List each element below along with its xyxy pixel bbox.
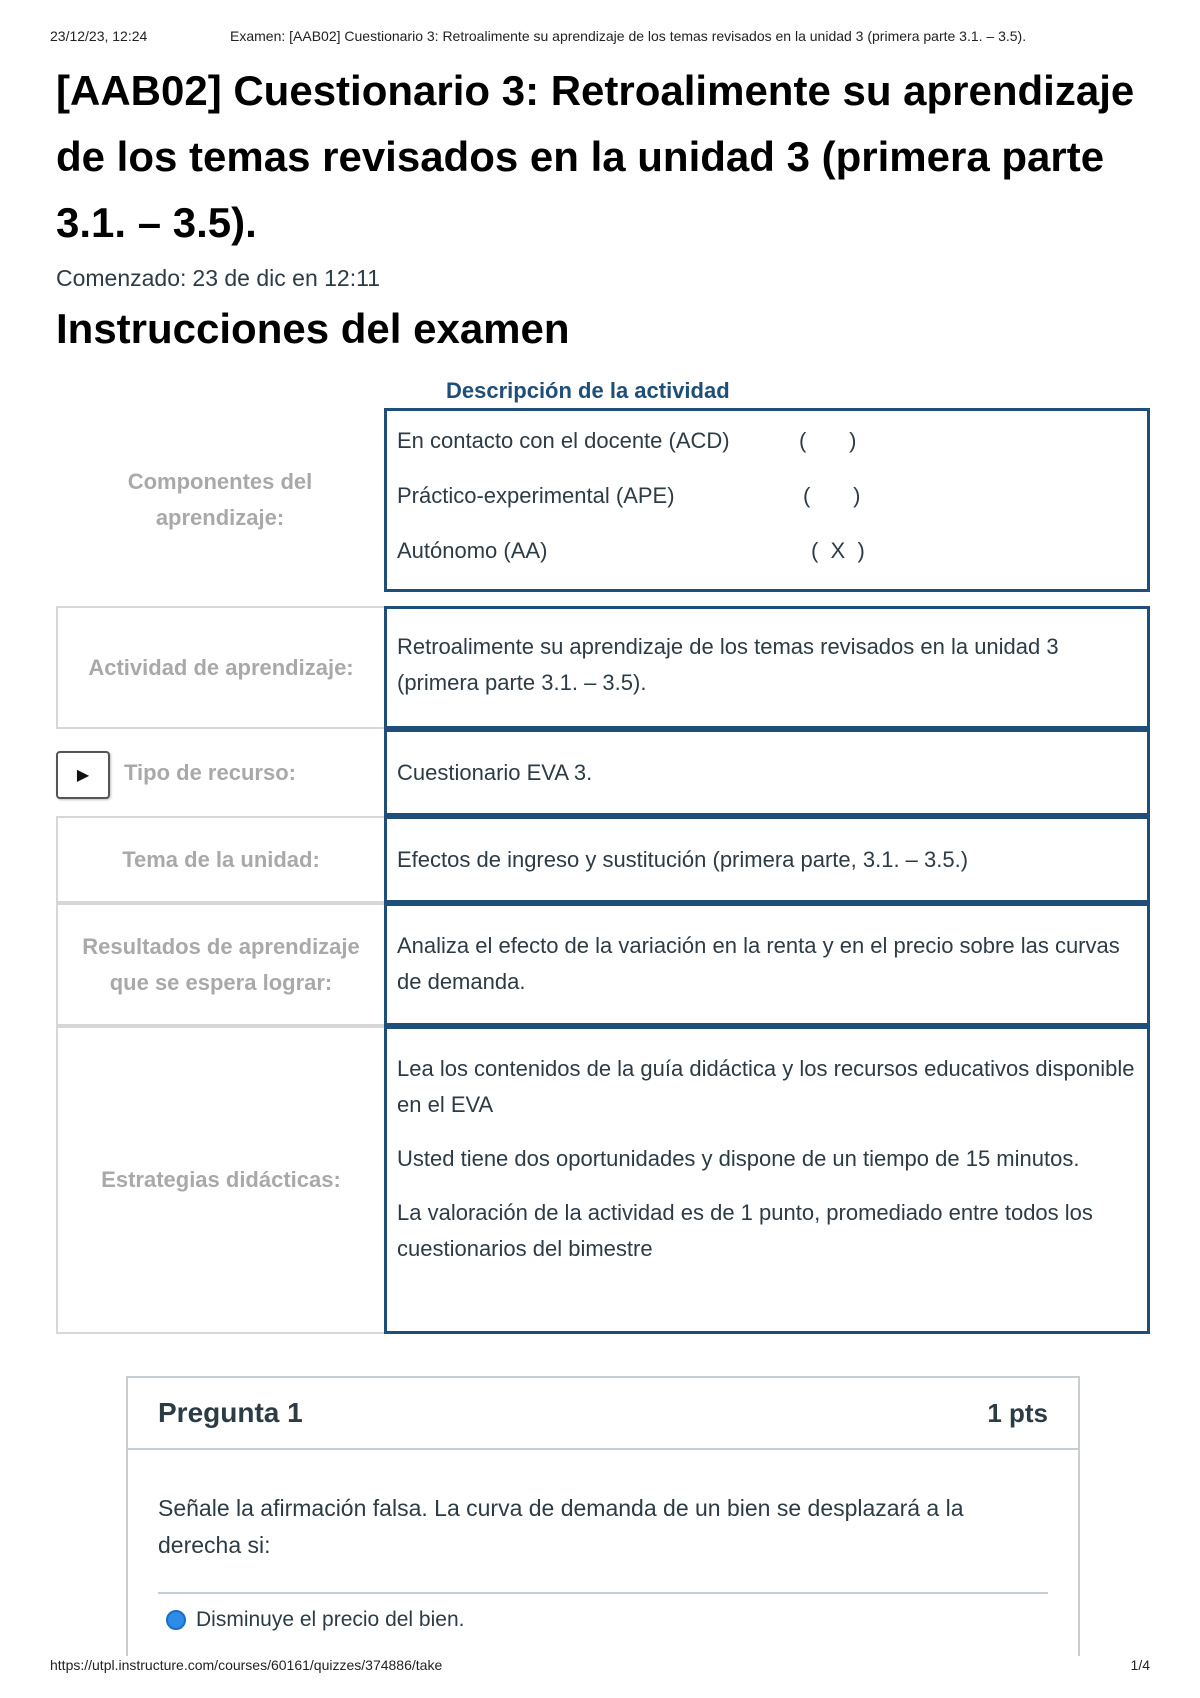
component-mark: ( )	[799, 428, 857, 453]
strategies-label: Estrategias didácticas:	[56, 1026, 384, 1334]
question-title: Pregunta 1	[158, 1397, 303, 1428]
results-value: Analiza el efecto de la variación en la renta y en el precio sobre las curvas de demanda.	[384, 903, 1150, 1026]
component-item	[397, 533, 1137, 569]
topic-label: Tema de la unidad:	[56, 816, 384, 903]
row-activity	[56, 606, 1150, 729]
component-mark: ( X )	[811, 538, 865, 563]
strategy-paragraph: Lea los contenidos de la guía didáctica y los recursos educativos disponible en el EVA	[397, 1056, 1135, 1117]
page-title: [AAB02] Cuestionario 3: Retroalimente su aprendizaje de los temas revisados en la unidad 3 (primera parte 3.1. – 3.5).	[56, 67, 1135, 246]
component-item	[397, 478, 1137, 514]
row-components	[56, 408, 1150, 592]
print-url: https://utpl.instructure.com/courses/60161/quizzes/374886/take	[50, 1657, 443, 1673]
print-page-number: 1/4	[1130, 1657, 1150, 1673]
component-name: Práctico-experimental (APE)	[397, 483, 675, 508]
started-info	[56, 265, 380, 292]
question-points: 1 pts	[987, 1397, 1048, 1428]
resource-value: Cuestionario EVA 3.	[384, 729, 1150, 816]
question-text: Señale la afirmación falsa. La curva de demanda de un bien se desplazará a la derecha si:	[158, 1495, 964, 1558]
table-header: Descripción de la actividad	[446, 378, 730, 403]
activity-label: Actividad de aprendizaje:	[56, 606, 384, 729]
row-strategies	[56, 1026, 1150, 1334]
answer-text: Disminuye el precio del bien.	[196, 1608, 465, 1631]
question-card	[126, 1376, 1080, 1656]
row-resource	[56, 729, 1150, 816]
print-footer	[50, 1657, 1150, 1677]
row-results	[56, 903, 1150, 1026]
component-mark: ( )	[803, 483, 861, 508]
answer-divider	[158, 1592, 1048, 1594]
row-topic	[56, 816, 1150, 903]
print-date: 23/12/23, 12:24	[50, 28, 148, 44]
strategy-paragraph: La valoración de la actividad es de 1 punto, promediado entre todos los cuestionarios del bimestre	[397, 1200, 1093, 1261]
strategies-cell	[384, 1026, 1150, 1334]
play-icon: ▶	[76, 767, 90, 784]
print-title: Examen: [AAB02] Cuestionario 3: Retroalimente su aprendizaje de los temas revisados en la unidad 3 (primera parte 3.1. – 3.5).	[230, 28, 1027, 44]
activity-value: Retroalimente su aprendizaje de los temas revisados en la unidad 3 (primera parte 3.1. – 3.5).	[384, 606, 1150, 729]
resource-label: Tipo de recurso:	[124, 759, 296, 785]
question-body	[128, 1450, 1078, 1632]
radio-selected-icon[interactable]	[166, 1610, 186, 1630]
strategy-paragraph: Usted tiene dos oportunidades y dispone de un tiempo de 15 minutos.	[397, 1146, 1080, 1171]
components-cell	[384, 408, 1150, 592]
topic-value: Efectos de ingreso y sustitución (primera parte, 3.1. – 3.5.)	[384, 816, 1150, 903]
component-name: En contacto con el docente (ACD)	[397, 428, 730, 453]
started-value: 23 de dic en 12:11	[192, 265, 380, 291]
print-header	[50, 28, 1150, 50]
question-header	[128, 1378, 1078, 1450]
started-label: Comenzado:	[56, 265, 187, 291]
results-label: Resultados de aprendizaje que se espera lograr:	[56, 903, 384, 1026]
instructions-title: Instrucciones del examen	[56, 305, 570, 352]
component-name: Autónomo (AA)	[397, 538, 548, 563]
answer-option[interactable]	[158, 1608, 1048, 1632]
component-item	[397, 423, 1137, 459]
components-label: Componentes del aprendizaje:	[127, 469, 313, 530]
